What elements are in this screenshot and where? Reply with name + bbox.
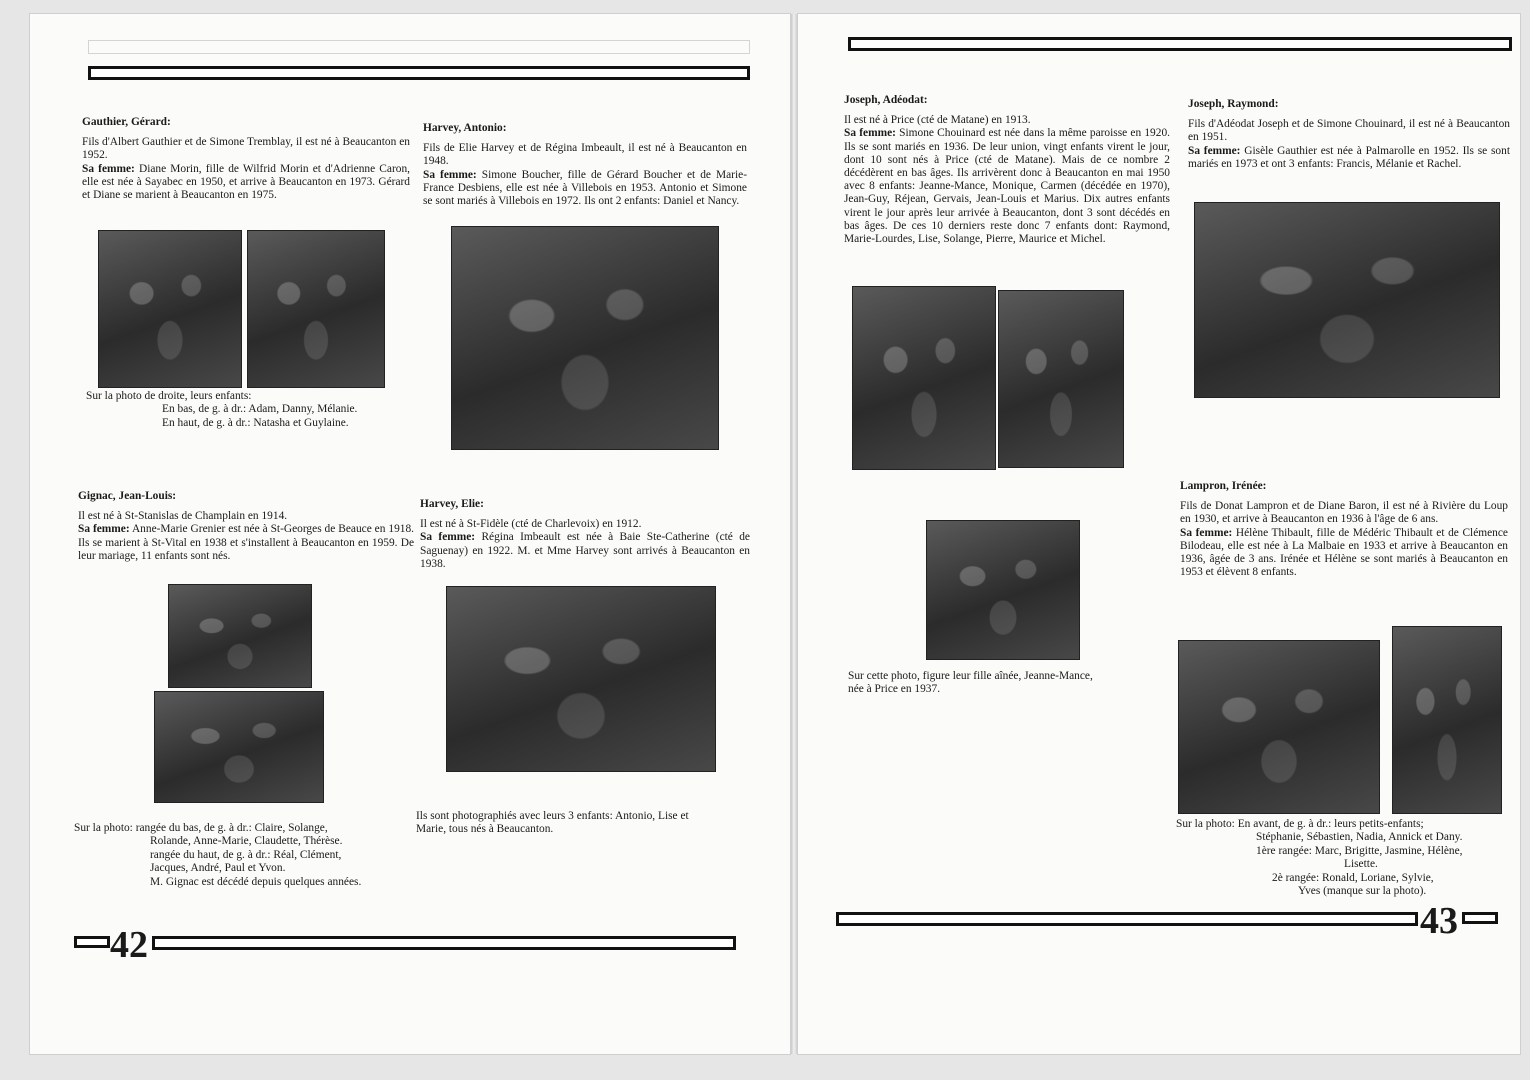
caption-gauthier xyxy=(86,390,416,430)
photo-harvey-elie-family xyxy=(446,586,716,772)
caption-gignac xyxy=(74,822,414,889)
entry-name: Harvey, Elie: xyxy=(420,498,484,510)
bottom-rule-bar xyxy=(152,936,736,950)
entry-joseph-raymond xyxy=(1188,98,1510,171)
spouse-label: Sa femme: xyxy=(420,531,476,544)
photo-gauthier-children xyxy=(247,230,385,388)
page-number-43: 43 xyxy=(1420,900,1458,942)
caption-line: Ils sont photographiés avec leurs 3 enfants: Antonio, Lise et xyxy=(416,810,689,822)
caption-line: 1ère rangée: Marc, Brigitte, Jasmine, Hélène, xyxy=(1256,844,1463,857)
caption-line: 2è rangée: Ronald, Loriane, Sylvie, xyxy=(1272,871,1434,884)
spouse-text: Régina Imbeault est née à Baie Ste-Catherine (cté de Saguenay) en 1922. M. et Mme Harvey sont arrivés à Beaucanton en 1938. xyxy=(420,531,750,570)
page-number-42: 42 xyxy=(110,924,148,966)
caption-line: Sur la photo de droite, leurs enfants: xyxy=(86,390,252,402)
entry-gignac xyxy=(78,490,414,563)
spouse-text: Gisèle Gauthier est née à Palmarolle en 1952. Ils se sont mariés en 1973 et ont 3 enfants: Francis, Mélanie et Rachel. xyxy=(1188,144,1510,170)
caption-harvey-elie xyxy=(416,810,756,837)
caption-line: Rolande, Anne-Marie, Claudette, Thérèse. xyxy=(150,835,343,848)
entry-name: Joseph, Raymond: xyxy=(1188,98,1279,110)
photo-gauthier-couple xyxy=(98,230,242,388)
bottom-rule-bar xyxy=(836,912,1418,926)
entry-intro: Fils d'Adéodat Joseph et de Simone Chouinard, il est né à Beaucanton en 1951. xyxy=(1188,118,1510,144)
caption-line: Yves (manque sur la photo). xyxy=(1298,885,1427,898)
entry-intro: Il est né à St-Fidèle (cté de Charlevoix) en 1912. xyxy=(420,518,642,531)
bleed-through-bar xyxy=(88,40,750,54)
left-page xyxy=(30,14,790,1054)
photo-joseph-adeodat-man xyxy=(852,286,996,470)
spouse-text: Anne-Marie Grenier est née à St-Georges de Beauce en 1918. Ils se marient à St-Vital en 1938 et s'installent à Beaucanton en 1959. De leur mariage, 11 enfants sont nés. xyxy=(78,523,414,562)
entry-intro: Il est né à Price (cté de Matane) en 1913. xyxy=(844,114,1031,127)
caption-line: Stéphanie, Sébastien, Nadia, Annick et Dany. xyxy=(1256,831,1463,844)
entry-name: Gauthier, Gérard: xyxy=(82,116,171,128)
spouse-text: Simone Chouinard est née dans la même paroisse en 1920. Ils se sont mariés en 1936. De leur union, vingt enfants virent le jour, dont 10 sont nés à Price (cté de Matane). Mais de ce nombre 2 décédèrent en bas âges. Ils arrivèrent donc à Beaucanton en mai 1950 avec 8 enfants: Jeanne-Mance, Monique, Carmen (décédée en 1970), Jean-Guy, Réjean, Gervais, Jean-Louis et Marius. Dix autres enfants virent le jour après leur arrivée à Beaucanton, dont 3 sont décédés en bas âges. De ces 10 derniers reste donc 7 enfants dont: Raymond, Marie-Lourdes, Lise, Solange, Pierre, Maurice et Michel. xyxy=(844,127,1170,246)
entry-gauthier xyxy=(82,116,410,202)
footer-box-right xyxy=(1462,912,1498,924)
caption-line: En haut, de g. à dr.: Natasha et Guylaine. xyxy=(162,416,349,429)
entry-name: Harvey, Antonio: xyxy=(423,122,507,134)
footer-box-left xyxy=(74,936,110,948)
entry-harvey-elie xyxy=(420,498,750,571)
photo-lampron-couple xyxy=(1392,626,1502,814)
right-page xyxy=(798,14,1520,1054)
entry-joseph-adeodat xyxy=(844,94,1170,246)
spouse-text: Hélène Thibault, fille de Médéric Thibault et de Clémence Bilodeau, elle est née à La Malbaie en 1933 et arrive à Beaucanton en 1936, âgée de 3 ans. Irénée et Hélène se sont mariés à Beaucanton en 1953 et élèvent 8 enfants. xyxy=(1180,526,1508,579)
caption-line: née à Price en 1937. xyxy=(848,683,941,696)
entry-name: Gignac, Jean-Louis: xyxy=(78,490,177,502)
entry-lampron xyxy=(1180,480,1508,579)
entry-intro: Fils de Donat Lampron et de Diane Baron, il est né à Rivière du Loup en 1930, et arrive à Beaucanton en 1936 à l'âge de 6 ans. xyxy=(1180,500,1508,526)
entry-name: Lampron, Irénée: xyxy=(1180,480,1267,492)
caption-line: Sur la photo: rangée du bas, de g. à dr.: Claire, Solange, xyxy=(74,822,328,834)
photo-gignac-children xyxy=(154,691,324,803)
spouse-text: Diane Morin, fille de Wilfrid Morin et d'Adrienne Caron, elle est née à Sayabec en 1950, et arrive à Beaucanton en 1973. Gérard et Diane se marient à Beaucanton en 1975. xyxy=(82,162,410,202)
top-rule-bar xyxy=(848,37,1512,51)
spouse-label: Sa femme: xyxy=(423,168,477,181)
entry-intro: Fils de Elie Harvey et de Régina Imbeault, il est né à Beaucanton en 1948. xyxy=(423,142,747,168)
spouse-label: Sa femme: xyxy=(78,523,130,536)
photo-joseph-adeodat-woman xyxy=(998,290,1124,468)
entry-intro: Fils d'Albert Gauthier et de Simone Tremblay, il est né à Beaucanton en 1952. xyxy=(82,136,410,162)
photo-lampron-family xyxy=(1178,640,1380,814)
caption-line: Marie, tous nés à Beaucanton. xyxy=(416,823,554,836)
spouse-label: Sa femme: xyxy=(1180,526,1233,539)
spouse-label: Sa femme: xyxy=(844,127,896,140)
caption-line: rangée du haut, de g. à dr.: Réal, Clément, xyxy=(150,848,342,861)
photo-jeanne-mance xyxy=(926,520,1080,660)
caption-lampron xyxy=(1176,818,1512,898)
book-spine xyxy=(790,14,798,1054)
caption-line: En bas, de g. à dr.: Adam, Danny, Mélanie. xyxy=(162,403,358,416)
caption-line: Lisette. xyxy=(1344,858,1378,871)
entry-name: Joseph, Adéodat: xyxy=(844,94,928,106)
caption-line: Jacques, André, Paul et Yvon. xyxy=(150,862,286,875)
caption-line: Sur la photo: En avant, de g. à dr.: leurs petits-enfants; xyxy=(1176,818,1424,830)
caption-line: M. Gignac est décédé depuis quelques années. xyxy=(150,875,362,888)
entry-harvey-antonio xyxy=(423,122,747,208)
caption-joseph-adeodat xyxy=(848,670,1178,697)
spouse-label: Sa femme: xyxy=(1188,144,1241,157)
top-rule-bar xyxy=(88,66,750,80)
photo-joseph-raymond-family xyxy=(1194,202,1500,398)
caption-line: Sur cette photo, figure leur fille aînée, Jeanne-Mance, xyxy=(848,670,1093,682)
photo-harvey-antonio-family xyxy=(451,226,719,450)
spouse-text: Simone Boucher, fille de Gérard Boucher et de Marie-France Desbiens, elle est née à Villebois en 1953. Antonio et Simone se sont mariés à Villebois en 1972. Ils ont 2 enfants: Daniel et Nancy. xyxy=(423,168,747,208)
photo-gignac-couple xyxy=(168,584,312,688)
entry-intro: Il est né à St-Stanislas de Champlain en 1914. xyxy=(78,510,288,523)
spouse-label: Sa femme: xyxy=(82,162,135,175)
